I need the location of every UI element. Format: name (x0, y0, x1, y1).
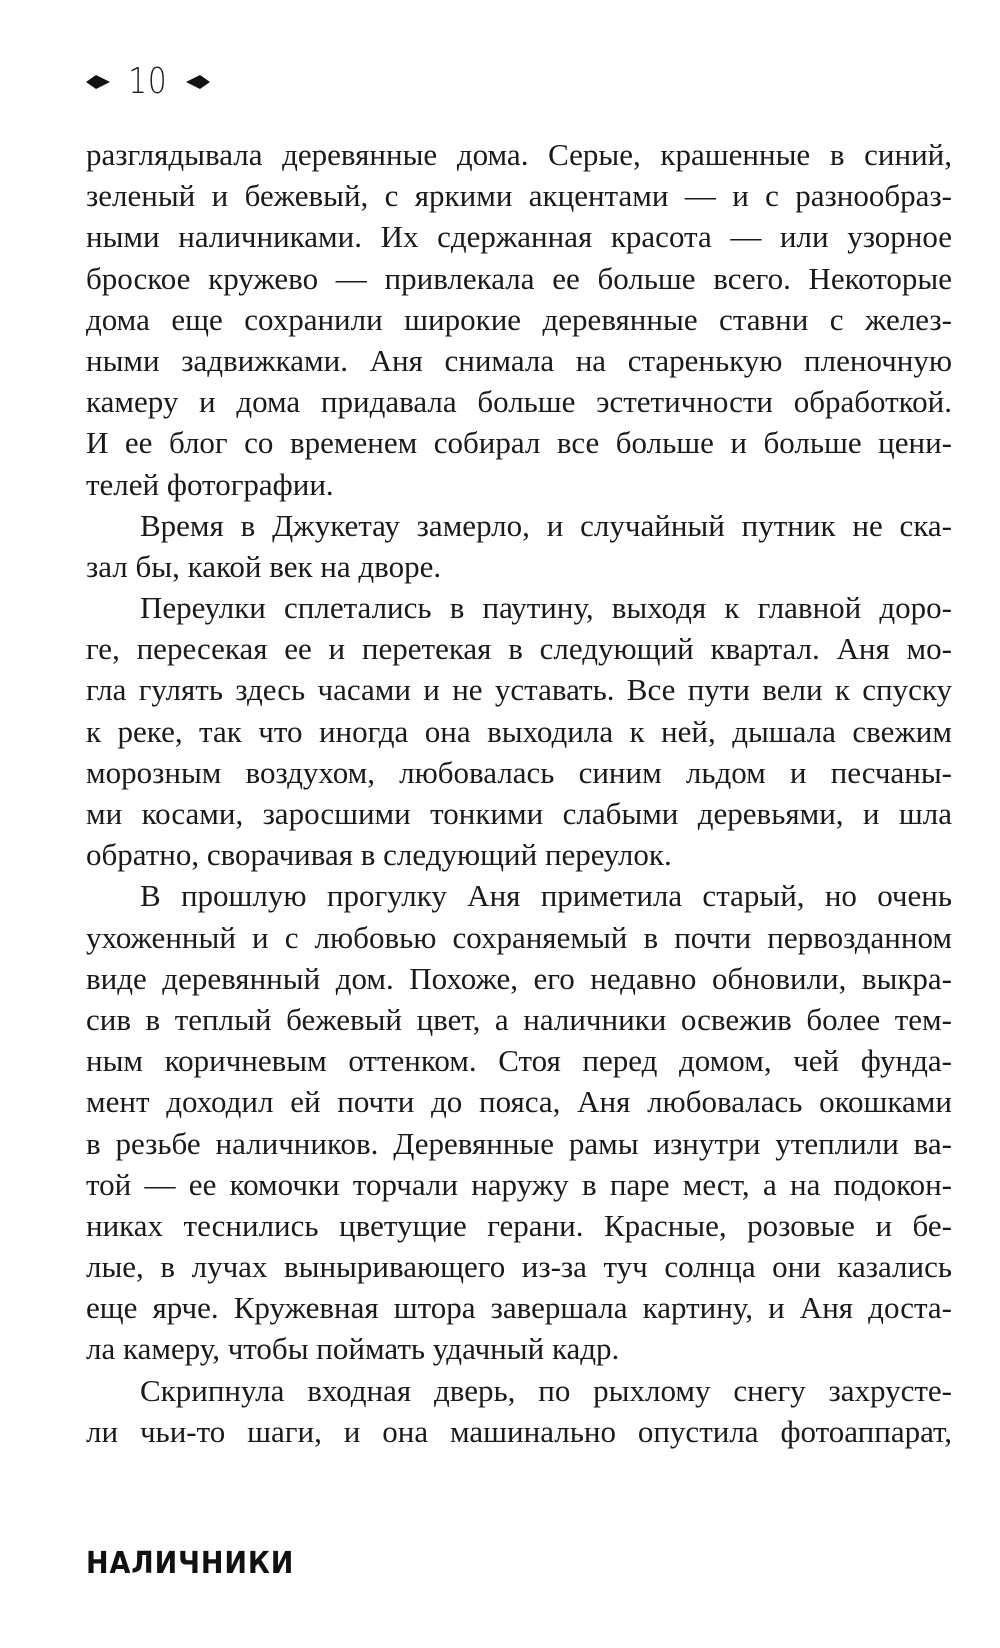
text-line: Переулки сплетались в паутину, выходя к главной доро- (140, 590, 952, 626)
text-line: в резьбе наличников. Деревянные рамы изнутри утеплили ва- (86, 1125, 952, 1161)
text-line: ли чьи-то шаги, и она машинально опустила фотоаппарат, (86, 1413, 952, 1449)
text-line: ными задвижками. Аня снимала на старенькую пленочную (86, 342, 952, 378)
diamond-ornament-icon (186, 73, 210, 91)
text-line: телей фотографии. (86, 466, 334, 502)
text-line: ла камеру, чтобы поймать удачный кадр. (86, 1331, 620, 1367)
text-line: зал бы, какой век на дворе. (86, 548, 442, 584)
text-line: лые, в лучах выныривающего из-за туч солнца они казались (86, 1249, 952, 1285)
text-line: ми косами, заросшими тонкими слабыми деревьями, и шла (86, 796, 952, 831)
text-line: еще ярче. Кружевная штора завершала картину, и Аня доста- (86, 1290, 952, 1326)
text-line: Время в Джукетау замерло, и случайный путник не ска- (140, 507, 952, 543)
text-line: морозным воздухом, любовалась синим льдом и песчаны- (86, 754, 952, 790)
text-line: камеру и дома придавала больше эстетичности обработкой. (86, 384, 952, 420)
text-line: сив в теплый бежевый цвет, а наличники освежив более тем- (86, 1001, 952, 1037)
diamond-ornament-icon (86, 73, 110, 91)
page-number: 10 (128, 61, 168, 102)
text-line: разглядывала деревянные дома. Серые, крашенные в синий, (86, 137, 952, 172)
text-line: ге, пересекая ее и перетекая в следующий квартал. Аня мо- (86, 631, 952, 667)
text-line: В прошлую прогулку Аня приметила старый, но очень (140, 878, 952, 914)
page-header (86, 62, 210, 102)
running-title: НАЛИЧНИКИ (86, 1546, 295, 1581)
text-line: ными наличниками. Их сдержанная красота — или узорное (86, 219, 952, 255)
text-line: той — ее комочки торчали наружу в паре мест, а на подокон- (86, 1166, 952, 1202)
text-line: броское кружево — привлекала ее больше всего. Некоторые (86, 260, 952, 296)
text-line: ным коричневым оттенком. Стоя перед домом, чей фунда- (86, 1043, 952, 1079)
text-line: к реке, так что иногда она выходила к ней, дышала свежим (86, 713, 952, 749)
text-line: ухоженный и с любовью сохраняемый в почти первозданном (86, 919, 952, 955)
text-line: дома еще сохранили широкие деревянные ставни с желез- (86, 301, 952, 337)
text-line: мент доходил ей почти до пояса, Аня любовалась окошками (86, 1084, 952, 1120)
text-line: Скрипнула входная дверь, по рыхлому снегу захрусте- (140, 1372, 952, 1408)
text-line: никах теснились цветущие герани. Красные, розовые и бе- (86, 1207, 952, 1243)
text-line: виде деревянный дом. Похоже, его недавно обновили, выкра- (86, 960, 952, 996)
text-line: гла гулять здесь часами и не уставать. Все пути вели к спуску (86, 672, 952, 708)
body-text (86, 134, 952, 1452)
text-line: обратно, сворачивая в следующий переулок. (86, 837, 672, 873)
text-line: И ее блог со временем собирал все больше и больше цени- (86, 425, 952, 461)
text-line: зеленый и бежевый, с яркими акцентами — и с разнообраз- (86, 178, 952, 214)
